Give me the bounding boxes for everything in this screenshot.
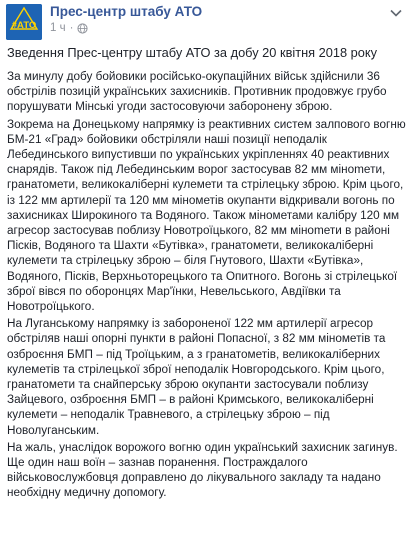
post-meta: 1 ч · (50, 22, 88, 34)
post-paragraph: На жаль, унаслідок ворожого вогню один український захисник загинув. Ще один наш воїн – зазнав поранення. Постраждалого військовослужбовця доправлено до лікувального закладу та надано необхідну медичну допомогу. (7, 440, 398, 500)
post-paragraph: За минулу добу бойовики російсько-окупаційних військ здійснили 36 обстрілів позицій українських захисників. Противник продовжує грубо порушувати Мінські угоди застосовуючи заборонену зброю. (7, 70, 387, 114)
post-paragraph: Зокрема на Донецькому напрямку із реактивних систем залпового вогню БМ-21 «Град» бойовики обстріляли наші позиції неподалік Лебединського випустивши по українських укріпленнях 40 реактивних снарядів. Також під Лебединським ворог застосував 82 мм мінomети, гранатомети, великокаліберні кулемети та стрілецьку зброю. Крім цього, із 122 мм артилерії та 120 мм мінометів окупанти відкривали вогонь по захисниках Широкиного та Водяного. Також мінометами калібру 120 мм агресор застосував поблизу Новотроїцького, 82 мм мінomети в районі Пісків, Водяного та Шахти «Бутівка», гранатомети, великокаліберні кулемети та стрілецьку зброю – біля Гнутового, Шахти «Бутівка», Водяного, Пісків, Верхньоторецького та Опитного. Вогонь зі стрілецької зброї вівся по оборонцях Мар'їнки, Невельського, Авдіївки та Новотроїцького. (7, 117, 406, 314)
svg-text:#АТО: #АТО (11, 20, 37, 31)
page-name-link[interactable]: Прес-центр штабу АТО (50, 4, 203, 19)
chevron-down-icon (390, 9, 402, 17)
post-body (7, 45, 411, 503)
globe-icon (77, 23, 88, 34)
ato-logo (6, 4, 42, 40)
post-paragraph: На Луганському напрямку із забороненої 122 мм артилерії агресор обстріляв наші опорні пункти в районі Попасної, з 82 мм мінометів та озброєння БМП – під Троїцьким, а з гранатометів, великокаліберних кулеметів та стрілецької зброї неподалік Новгородського. Крім цього, гранатомети та снайперську зброю окупанти застосували поблизу Зайцевого, озброєння БМП – в районі Кримського, великокаліберні кулемети – неподалік Травневого, а стрілецьку зброю – під Новолуганським. (7, 317, 386, 437)
post-headline: Зведення Прес-центру штабу АТО за добу 20 квітня 2018 року (7, 45, 378, 60)
avatar[interactable] (6, 4, 42, 40)
post-options-button[interactable] (388, 6, 404, 20)
post-timestamp[interactable]: 1 ч (50, 22, 66, 34)
post-header (6, 4, 406, 40)
